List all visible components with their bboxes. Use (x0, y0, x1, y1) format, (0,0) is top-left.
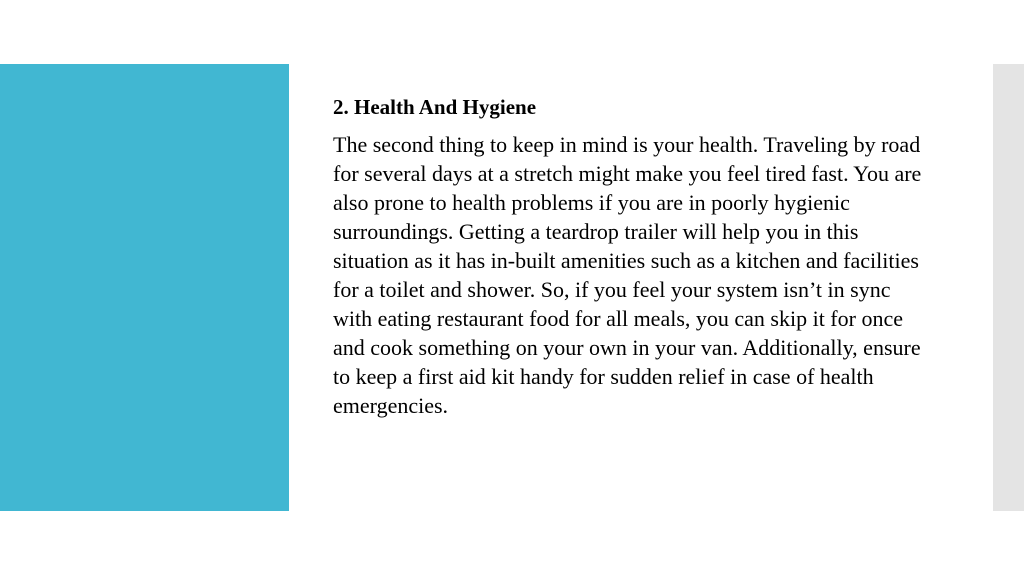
side-strip (993, 64, 1024, 511)
slide-content (333, 92, 933, 420)
slide-body-text: The second thing to keep in mind is your health. Traveling by road for several days at a stretch might make you feel tired fast. You are also prone to health problems if you are in poorly hygienic surroundings. Getting a teardrop trailer will help you in this situation as it has in-built amenities such as a kitchen and facilities for a toilet and shower. So, if you feel your system isn’t in sync with eating restaurant food for all meals, you can skip it for once and cook something on your own in your van. Additionally, ensure to keep a first aid kit handy for sudden relief in case of health emergencies. (333, 132, 922, 418)
slide-heading: 2. Health And Hygiene (333, 95, 537, 119)
accent-panel (0, 64, 289, 511)
